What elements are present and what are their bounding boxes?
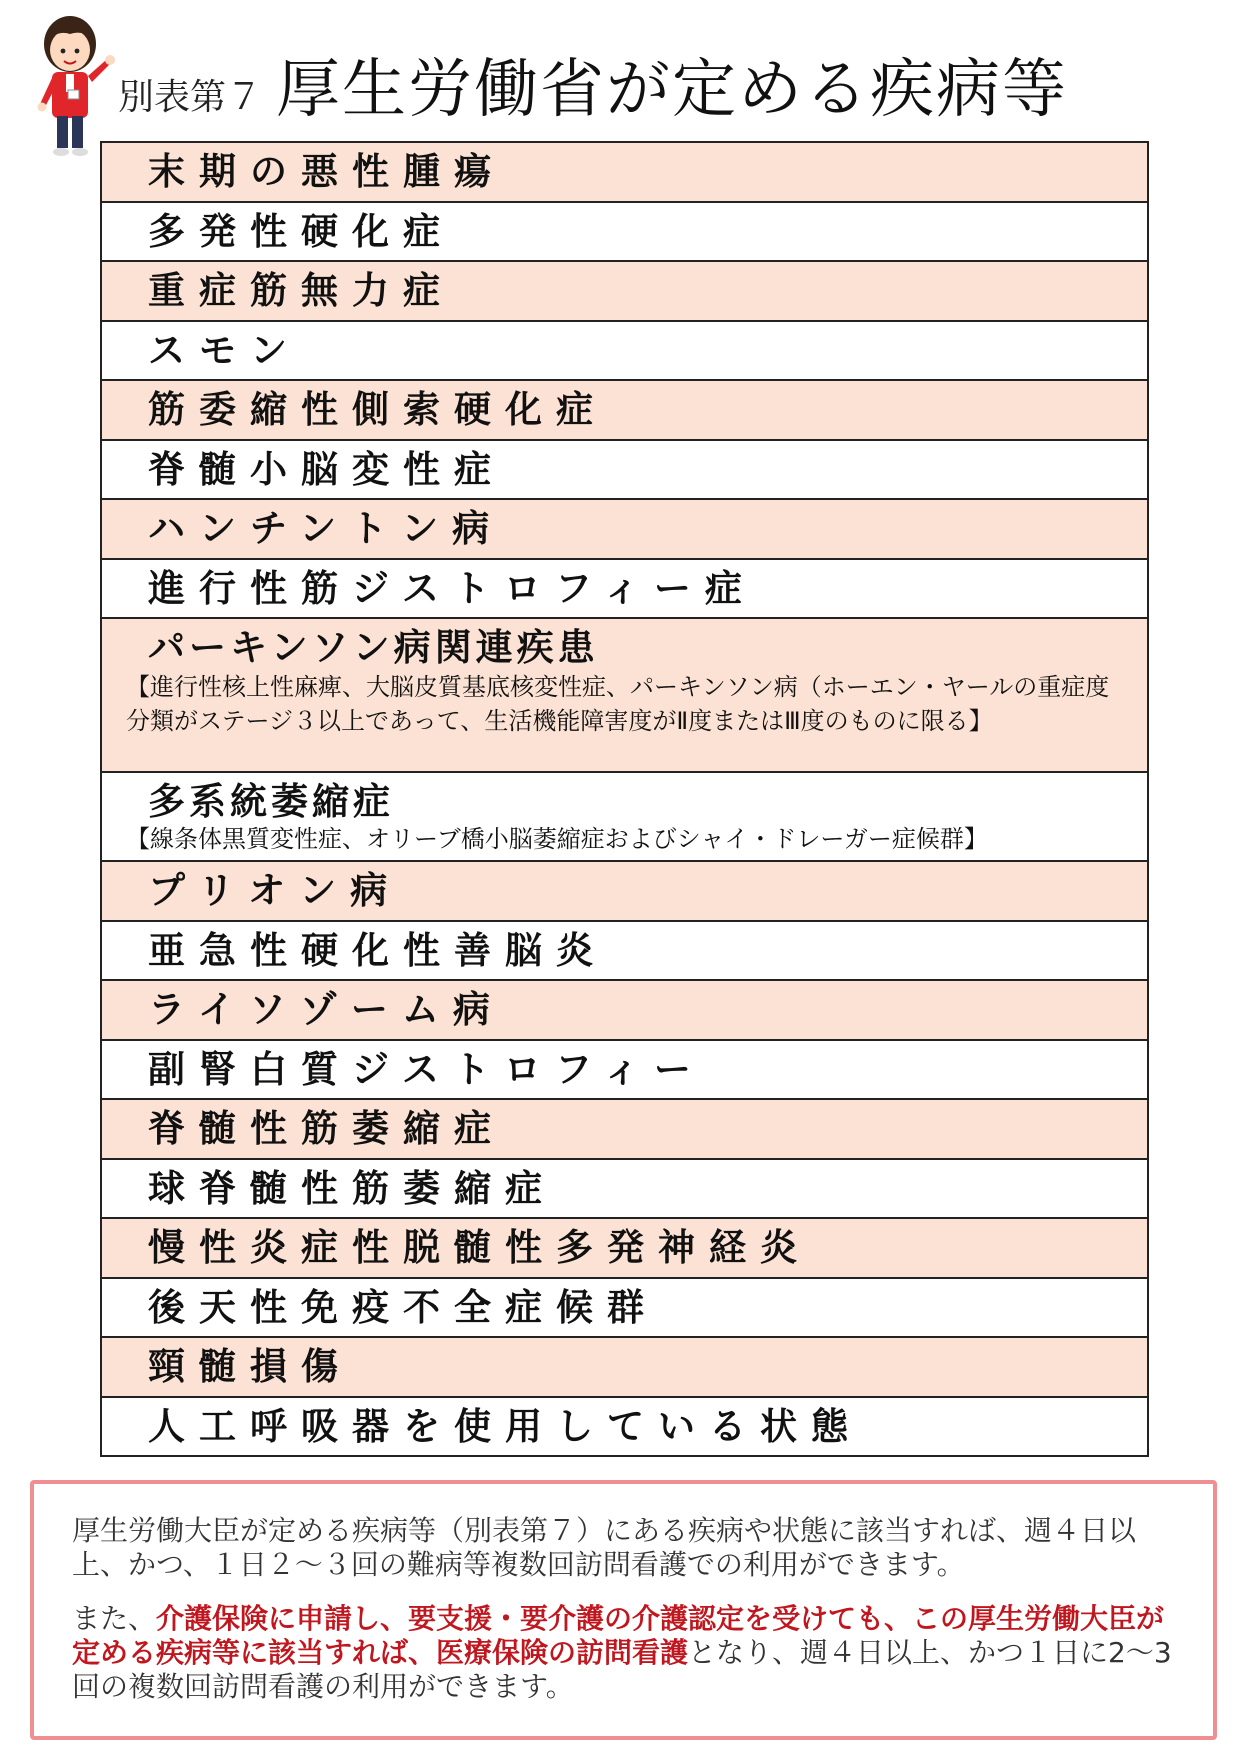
table-row (102, 203, 1147, 263)
table-row (102, 500, 1147, 560)
page-title: 厚生労働省が定める疾病等 (276, 53, 1069, 127)
nurse-avatar-illustration (30, 8, 120, 160)
disease-name: 亜急性硬化性善脳炎 (148, 928, 607, 972)
table-row (102, 619, 1147, 773)
disease-name: ライソゾーム病 (148, 988, 504, 1032)
disease-name: プリオン病 (148, 869, 402, 913)
disease-name: 末期の悪性腫瘍 (148, 150, 505, 194)
table-row (102, 862, 1147, 922)
disease-name: 慢性炎症性脱髄性多発神経炎 (148, 1226, 811, 1270)
disease-name: 副腎白質ジストロフィー (148, 1047, 705, 1091)
info-paragraph-2 (72, 1602, 1177, 1704)
disease-name: 脊髄性筋萎縮症 (148, 1107, 505, 1151)
table-row (102, 1219, 1147, 1279)
disease-name: 人工呼吸器を使用している状態 (148, 1404, 862, 1448)
table-row (102, 1100, 1147, 1160)
disease-name: スモン (148, 328, 301, 372)
disease-name: 重症筋無力症 (148, 269, 454, 313)
table-row (102, 1398, 1147, 1458)
table-row (102, 1160, 1147, 1220)
disease-table (100, 141, 1149, 1457)
page-header (118, 40, 1068, 130)
disease-note: 【進行性核上性麻痺、大脳皮質基底核変性症、パーキンソン病（ホーエン・ヤールの重症度分類がステージ３以上であって、生活機能障害度がⅡ度またはⅢ度のものに限る】 (126, 673, 1110, 735)
table-row (102, 1338, 1147, 1398)
table-row (102, 1041, 1147, 1101)
info-paragraph-1: 厚生労働大臣が定める疾病等（別表第７）にある疾病や状態に該当すれば、週４日以上、かつ、１日２～３回の難病等複数回訪問看護での利用ができます。 (72, 1514, 1137, 1581)
disease-name: 後天性免疫不全症候群 (148, 1285, 658, 1329)
disease-name: 進行性筋ジストロフィー症 (148, 566, 756, 610)
table-row (102, 322, 1147, 382)
disease-note: 【線条体黒質変性症、オリーブ橋小脳萎縮症およびシャイ・ドレーガー症候群】 (126, 825, 988, 853)
disease-name: 頸髄損傷 (148, 1345, 352, 1389)
table-row (102, 143, 1147, 203)
disease-name: 多系統萎縮症 (148, 780, 394, 823)
table-row (102, 773, 1147, 862)
table-row (102, 1279, 1147, 1339)
disease-name: 筋委縮性側索硬化症 (148, 388, 607, 432)
info-box (30, 1480, 1217, 1740)
table-row (102, 922, 1147, 982)
disease-name: パーキンソン病関連疾患 (148, 626, 599, 669)
disease-name: 多発性硬化症 (148, 209, 454, 253)
table-row (102, 381, 1147, 441)
table-row (102, 981, 1147, 1041)
table-row (102, 441, 1147, 501)
info-text: また、 (72, 1602, 157, 1635)
info-text: となり、週４日以上、かつ１日に2～3 回の複数回訪問看護の利用ができます。 (72, 1636, 1172, 1703)
title-prefix: 別表第７ (118, 77, 263, 118)
disease-name: 脊髄小脳変性症 (148, 447, 505, 491)
disease-name: 球脊髄性筋萎縮症 (148, 1166, 556, 1210)
table-row (102, 262, 1147, 322)
table-row (102, 560, 1147, 620)
info-emphasis: 介護保険に申請し、要支援・要介護の介護認定を受けても、この厚生労働大臣が定める疾病等に該当すれば、医療保険の訪問看護 (72, 1602, 1165, 1669)
disease-name: ハンチントン病 (148, 507, 504, 551)
